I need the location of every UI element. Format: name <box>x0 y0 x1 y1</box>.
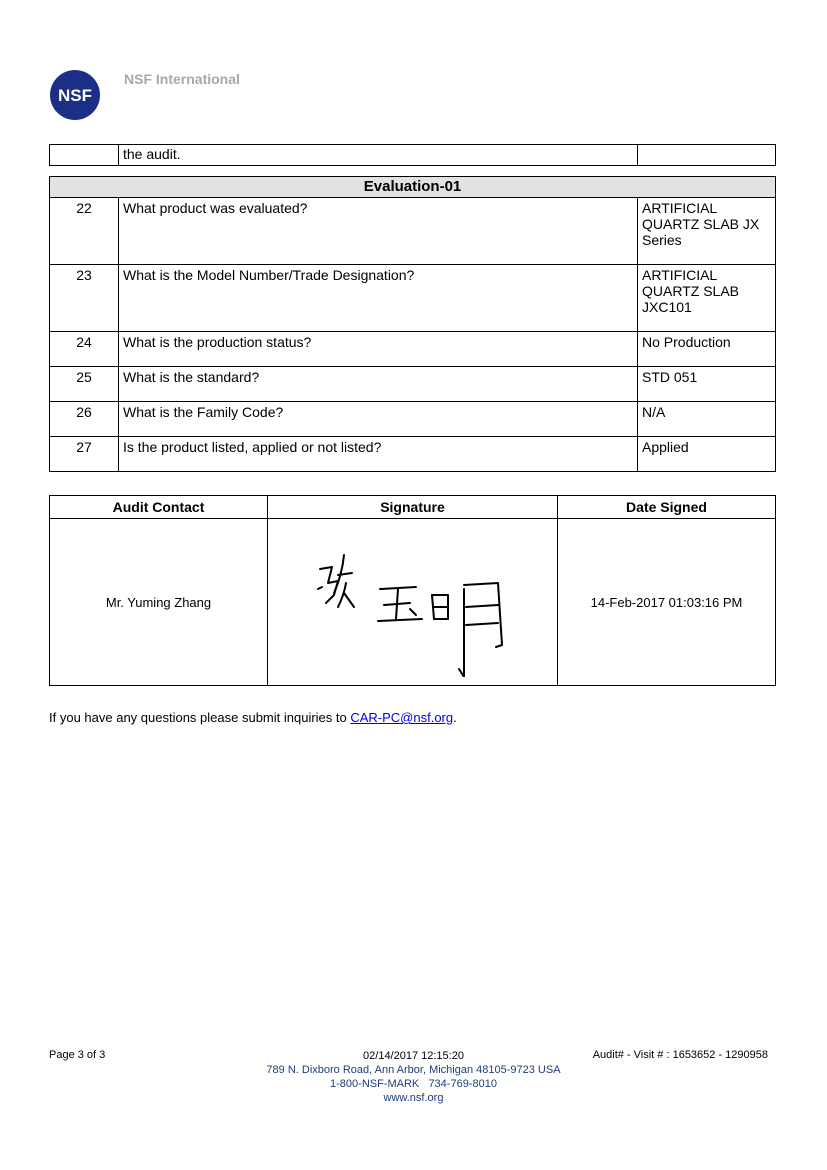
row-answer: N/A <box>638 402 776 437</box>
table-row <box>50 265 776 332</box>
row-answer: ARTIFICIAL QUARTZ SLAB JX Series <box>638 198 776 265</box>
row-question: What is the production status? <box>119 332 638 367</box>
inquiry-suffix: . <box>453 710 457 725</box>
inquiry-note <box>49 710 457 725</box>
audit-contact-header: Audit Contact <box>50 496 268 519</box>
footer-timestamp: 02/14/2017 12:15:20 <box>363 1050 464 1062</box>
row-question: What is the Family Code? <box>119 402 638 437</box>
signature-header: Signature <box>268 496 558 519</box>
evaluation-header-row <box>50 177 776 198</box>
signoff-table <box>49 495 776 686</box>
org-name: NSF International <box>124 71 240 87</box>
audit-visit-id: Audit# - Visit # : 1653652 - 1290958 <box>592 1049 768 1061</box>
row-answer: STD 051 <box>638 367 776 402</box>
row-number: 22 <box>50 198 119 265</box>
evaluation-title: Evaluation-01 <box>50 177 776 198</box>
row-answer: No Production <box>638 332 776 367</box>
row-question: Is the product listed, applied or not listed? <box>119 437 638 472</box>
row-number: 24 <box>50 332 119 367</box>
table-row <box>50 145 776 166</box>
row-question: What product was evaluated? <box>119 198 638 265</box>
continuation-table <box>49 144 776 166</box>
row-number: 27 <box>50 437 119 472</box>
page-number: Page 3 of 3 <box>49 1049 106 1061</box>
row-number: 26 <box>50 402 119 437</box>
inquiry-text: If you have any questions please submit inquiries to <box>49 710 351 725</box>
row-number: 23 <box>50 265 119 332</box>
table-row <box>50 332 776 367</box>
footer-website[interactable]: www.nsf.org <box>383 1092 444 1104</box>
date-signed-header: Date Signed <box>558 496 776 519</box>
row-question: What is the standard? <box>119 367 638 402</box>
table-row <box>50 198 776 265</box>
row-answer: ARTIFICIAL QUARTZ SLAB JXC101 <box>638 265 776 332</box>
evaluation-table <box>49 176 776 472</box>
signoff-header-row <box>50 496 776 519</box>
table-row <box>50 519 776 686</box>
table-row <box>50 437 776 472</box>
svg-text:NSF: NSF <box>58 86 92 105</box>
answer-cell <box>638 145 776 166</box>
continuation-text: the audit. <box>119 145 638 166</box>
handwritten-signature <box>298 527 528 677</box>
table-row <box>50 367 776 402</box>
row-question: What is the Model Number/Trade Designation? <box>119 265 638 332</box>
inquiry-email-link[interactable]: CAR-PC@nsf.org <box>350 710 454 725</box>
num-cell <box>50 145 119 166</box>
nsf-logo <box>50 70 100 120</box>
row-number: 25 <box>50 367 119 402</box>
date-signed-value: 14-Feb-2017 01:03:16 PM <box>558 519 776 686</box>
row-answer: Applied <box>638 437 776 472</box>
footer-address: 789 N. Dixboro Road, Ann Arbor, Michigan 48105-9723 USA <box>266 1064 561 1076</box>
audit-contact-name: Mr. Yuming Zhang <box>50 519 268 686</box>
footer-phone: 1-800-NSF-MARK 734-769-8010 <box>330 1078 497 1090</box>
table-row <box>50 402 776 437</box>
signature-cell <box>268 519 558 686</box>
